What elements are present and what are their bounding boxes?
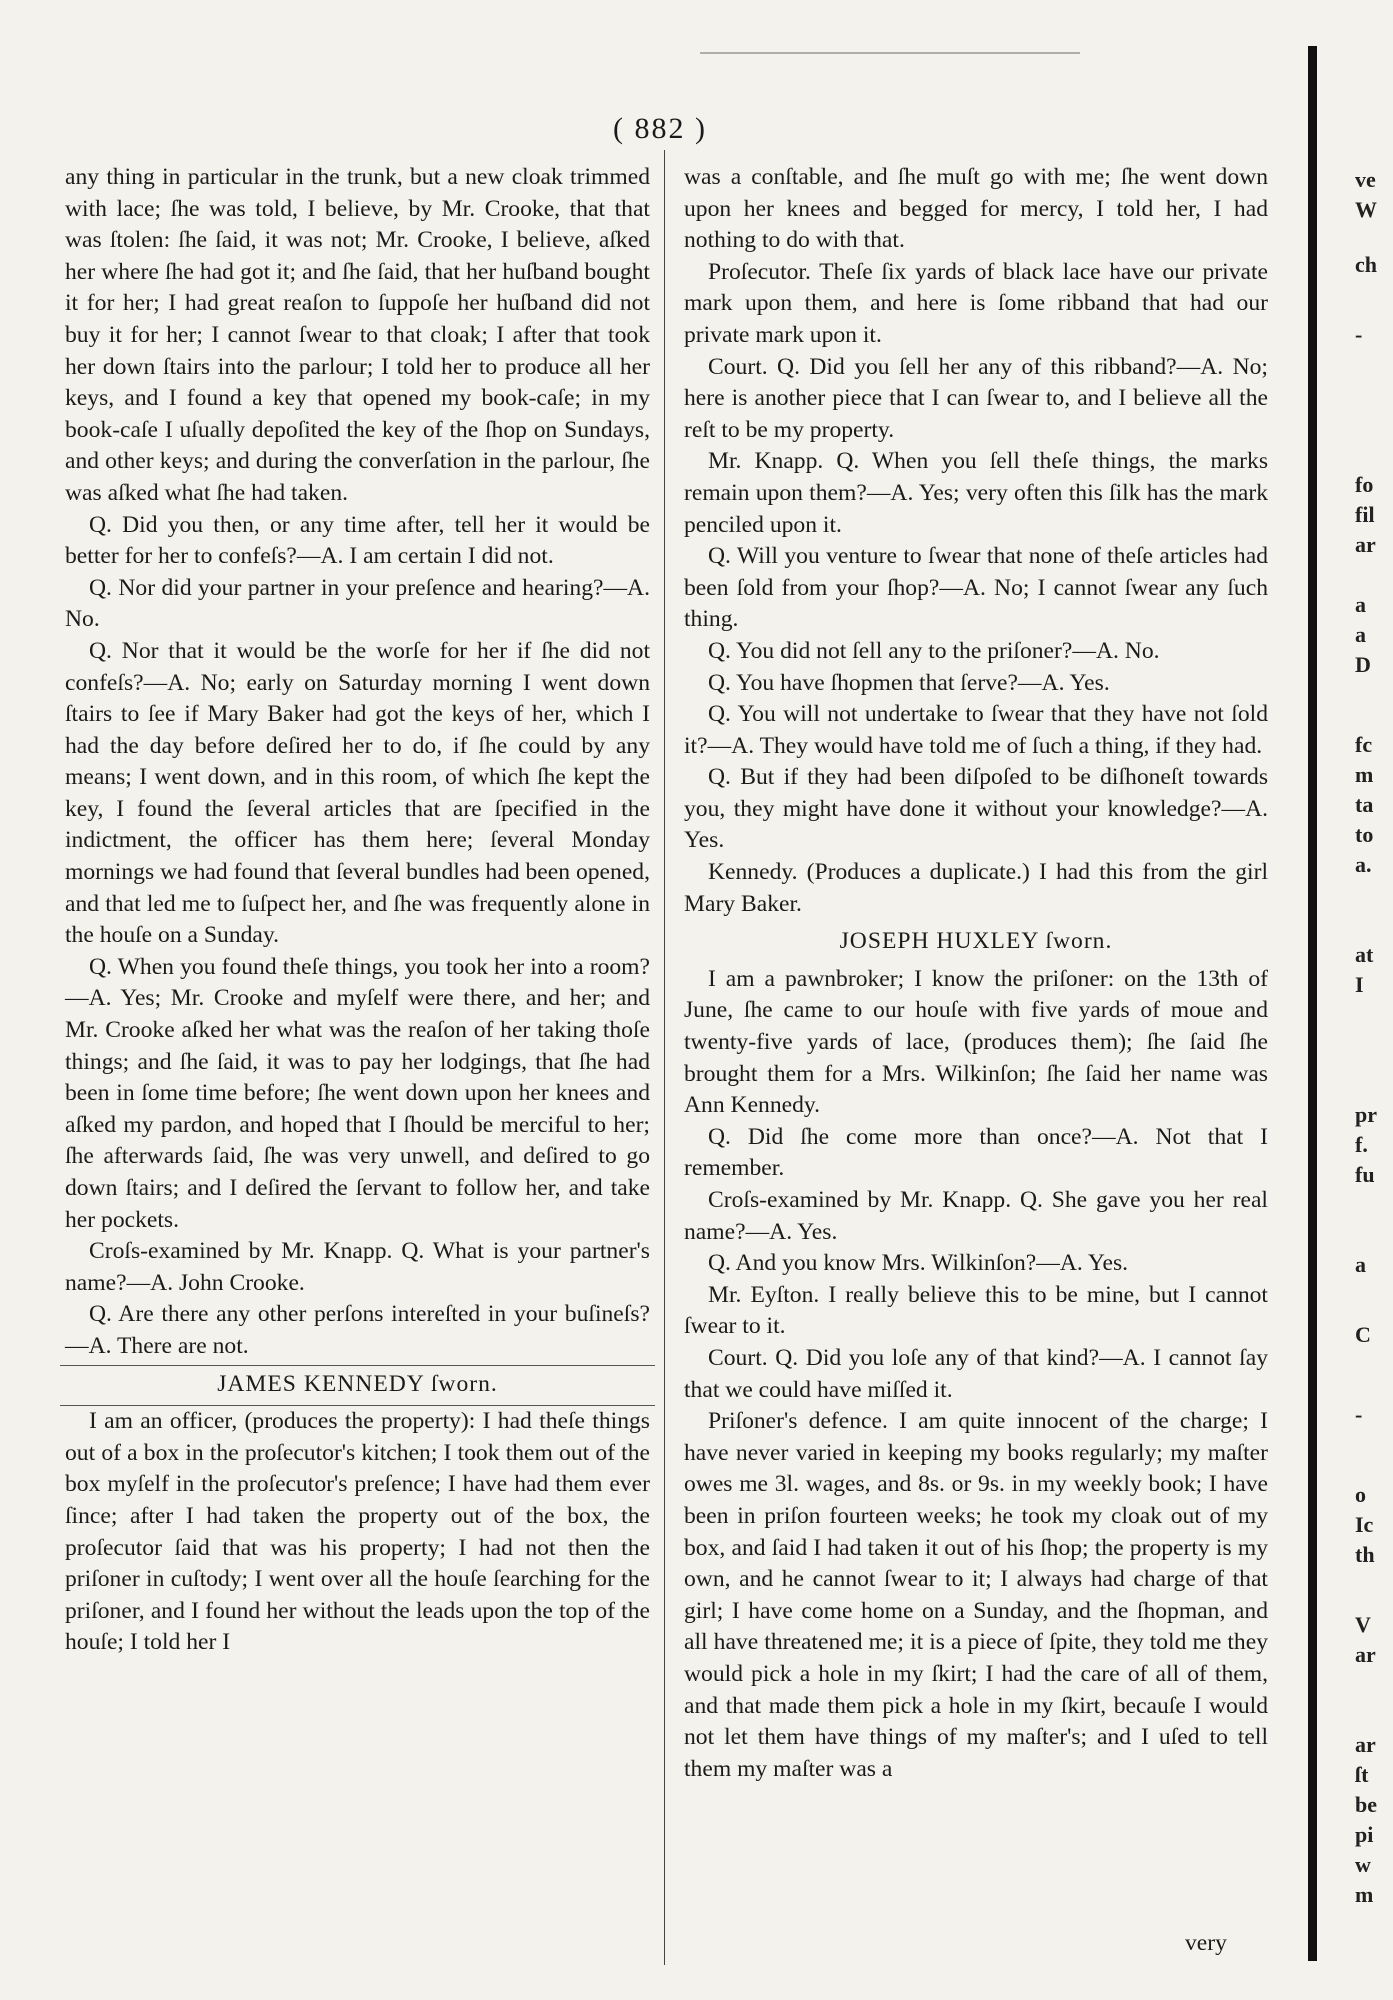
paragraph: Q. Will you venture to ſwear that none of theſe articles had been ſold from your ſhop?—A. No; I cannot ſwear any ſuch thing. (684, 543, 1268, 633)
edge-fragment: pi (1355, 1822, 1374, 1847)
edge-fragment: fu (1355, 1162, 1375, 1187)
edge-fragment: I (1355, 972, 1364, 997)
paragraph: Q. Did you then, or any time after, tell her it would be better for her to confeſs?—A. I am certain I did not. (65, 511, 650, 570)
paragraph: I am a pawnbroker; I know the priſoner: on the 13th of June, ſhe came to our houſe with five yards of moue and twenty-five yards of lace, (produces them); ſhe ſaid ſhe brought them for a Mrs. Wilkinſon; ſhe ſaid her name was Ann Kennedy. (684, 965, 1268, 1119)
edge-fragment: ſt (1355, 1762, 1369, 1787)
paragraph: Proſecutor. Theſe ſix yards of black lace have our private mark upon them, and here is ſome ribband that had our private mark upon it. (684, 258, 1268, 348)
paragraph: Croſs-examined by Mr. Knapp. Q. She gave you her real name?—A. Yes. (684, 1187, 1268, 1245)
edge-fragment: m (1355, 1882, 1374, 1907)
edge-fragment: Ic (1355, 1512, 1374, 1537)
paragraph: Q. Nor that it would be the worſe for her if ſhe did not confeſs?—A. No; early on Saturday morning I went down ſtairs to ſee if Mary Baker had got the keys of her, which I had the day before deſired her to do, if ſhe could by any means; I went down, and in this room, of which ſhe kept the key, I found the ſeveral articles that are ſpecified in the indictment, the officer has them here; ſeveral Monday mornings we had found that ſeveral bundles had been opened, and that led me to ſuſpect her, and ſhe was frequently alone in the houſe on a Sunday. (65, 637, 650, 949)
middle-column (684, 162, 1268, 1785)
edge-fragment: a (1355, 592, 1366, 617)
edge-fragment: o (1355, 1482, 1366, 1507)
paragraph: Croſs-examined by Mr. Knapp. Q. What is your partner's name?—A. John Crooke. (65, 1238, 650, 1296)
edge-fragment: C (1355, 1322, 1371, 1347)
edge-fragment: fc (1355, 732, 1373, 757)
paragraph: Q. When you found theſe things, you took her into a room?—A. Yes; Mr. Crooke and myſelf were there, and her; and Mr. Crooke aſked her what was the reaſon of her taking thoſe things; and ſhe ſaid, it was to pay her lodgings, that ſhe had been in ſome time before; ſhe went down upon her knees and aſked my pardon, and hoped that I ſhould be merciful to her; ſhe afterwards ſaid, ſhe was very unwell, and deſired to go down ſtairs; and I deſired the ſervant to follow her, and take her pockets. (65, 953, 650, 1233)
edge-fragment: pr (1355, 1102, 1377, 1127)
paragraph: Mr. Knapp. Q. When you ſell theſe things, the marks remain upon them?—A. Yes; very often this ſilk has the mark penciled upon it. (684, 448, 1268, 538)
paragraph: was a conſtable, and ſhe muſt go with me; ſhe went down upon her knees and begged for mercy, I told her, I had nothing to do with that. (684, 164, 1268, 254)
page-edge-rule (1308, 46, 1317, 1961)
edge-fragment: ve (1355, 167, 1376, 192)
column-divider (664, 150, 665, 1965)
paragraph: Court. Q. Did you loſe any of that kind?—A. I cannot ſay that we could have miſſed it. (684, 1344, 1268, 1403)
edge-fragment: fo (1355, 472, 1374, 497)
witness-heading: JAMES KENNEDY ſworn. (217, 1370, 498, 1397)
paragraph: Q. And you know Mrs. Wilkinſon?—A. Yes. (708, 1250, 1129, 1277)
edge-fragment: f. (1355, 1132, 1368, 1157)
paragraph: any thing in particular in the trunk, but a new cloak trimmed with lace; ſhe was told, I believe, by Mr. Crooke, that that was ſtolen: ſhe ſaid, it was not; Mr. Crooke, I believe, aſked her where ſhe had got it; and ſhe ſaid, that her huſband bought it for her; I had great reaſon to ſuppoſe her huſband did not buy it for her; I cannot ſwear to that cloak; I after that took her down ſtairs into the parlour; I told her to produce all her keys, and I found a key that opened my book-caſe; in my book-caſe I uſually depoſited the key of the ſhop on Sundays, and other keys; and during the converſation in the parlour, ſhe was aſked what ſhe had taken. (65, 164, 650, 506)
edge-fragment: at (1355, 942, 1374, 967)
edge-fragment: fil (1355, 502, 1375, 527)
paragraph: Mr. Eyſton. I really believe this to be mine, but I cannot ſwear to it. (684, 1281, 1268, 1340)
edge-fragment: ta (1355, 792, 1374, 817)
witness-heading: JOSEPH HUXLEY ſworn. (839, 928, 1113, 955)
paragraph: Q. Did ſhe come more than once?—A. Not that I remember. (684, 1123, 1268, 1182)
edge-fragment: a (1355, 622, 1366, 647)
paragraph: Q. You will not undertake to ſwear that they have not ſold it?—A. They would have told me of ſuch a thing, if they had. (684, 701, 1268, 759)
paragraph: Court. Q. Did you ſell her any of this ribband?—A. No; here is another piece that I can ſwear to, and I believe all the reſt to be my property. (684, 353, 1268, 443)
paragraph: Q. Are there any other perſons intereſted in your buſineſs?—A. There are not. (65, 1301, 650, 1359)
section-rule (60, 1365, 655, 1366)
edge-fragment: a (1355, 1252, 1366, 1277)
paragraph: Q. But if they had been diſpoſed to be diſhoneſt towards you, they might have done it without your knowledge?—A. Yes. (684, 764, 1268, 854)
left-column (65, 162, 650, 1659)
top-margin-scratch (700, 52, 1080, 60)
catchword: very (1185, 1930, 1227, 1956)
edge-fragment: a. (1355, 852, 1372, 877)
edge-fragment: to (1355, 822, 1374, 847)
paragraph: Q. Nor did your partner in your preſence and hearing?—A. No. (65, 574, 650, 633)
edge-fragment: - (1355, 322, 1363, 347)
edge-fragment: m (1355, 762, 1374, 787)
edge-fragment: ar (1355, 532, 1376, 557)
page-number: ( 882 ) (613, 112, 707, 145)
edge-fragment: be (1355, 1792, 1377, 1817)
section-rule (60, 1405, 655, 1406)
edge-fragment: th (1355, 1542, 1375, 1567)
paragraph: Q. You did not ſell any to the priſoner?—A. No. (708, 637, 1160, 664)
paragraph: Priſoner's defence. I am quite innocent of the charge; I have never varied in keeping my books regularly; my maſter owes me 3l. wages, and 8s. or 9s. in my weekly book; I have been in priſon fourteen weeks; he took my cloak out of my box, and ſaid I had taken it out of his ſhop; the property is my own, and he cannot ſwear to it; I always had charge of that girl; I have come home on a Sunday, and the ſhopman, and all have threatened me; it is a piece of ſpite, they told me they would pick a hole in my ſkirt; I had the care of all of them, and that made them pick a hole in my ſkirt, becauſe I would not let them have things of my maſter's; and I uſed to tell them my maſter was a (684, 1408, 1268, 1782)
edge-fragment: W (1355, 197, 1377, 222)
edge-fragment: ch (1355, 252, 1377, 277)
edge-fragment: V (1355, 1612, 1371, 1637)
edge-fragment: D (1355, 652, 1371, 677)
paragraph: Q. You have ſhopmen that ſerve?—A. Yes. (708, 669, 1110, 696)
edge-fragment: - (1355, 1402, 1363, 1427)
edge-fragment: ar (1355, 1642, 1376, 1667)
edge-fragment: w (1355, 1852, 1371, 1877)
edge-fragment: ar (1355, 1732, 1376, 1757)
paragraph: I am an officer, (produces the property): I had theſe things out of a box in the proſecutor's kitchen; I took them out of the box myſelf in the proſecutor's preſence; I have had them ever ſince; after I had taken the property out of the box, the proſecutor ſaid that was his property; I had not then the priſoner in cuſtody; I went over all the houſe ſearching for the priſoner, and I found her without the leads upon the top of the houſe; I told her I (65, 1408, 650, 1656)
paragraph: Kennedy. (Produces a duplicate.) I had this from the girl Mary Baker. (684, 859, 1268, 917)
